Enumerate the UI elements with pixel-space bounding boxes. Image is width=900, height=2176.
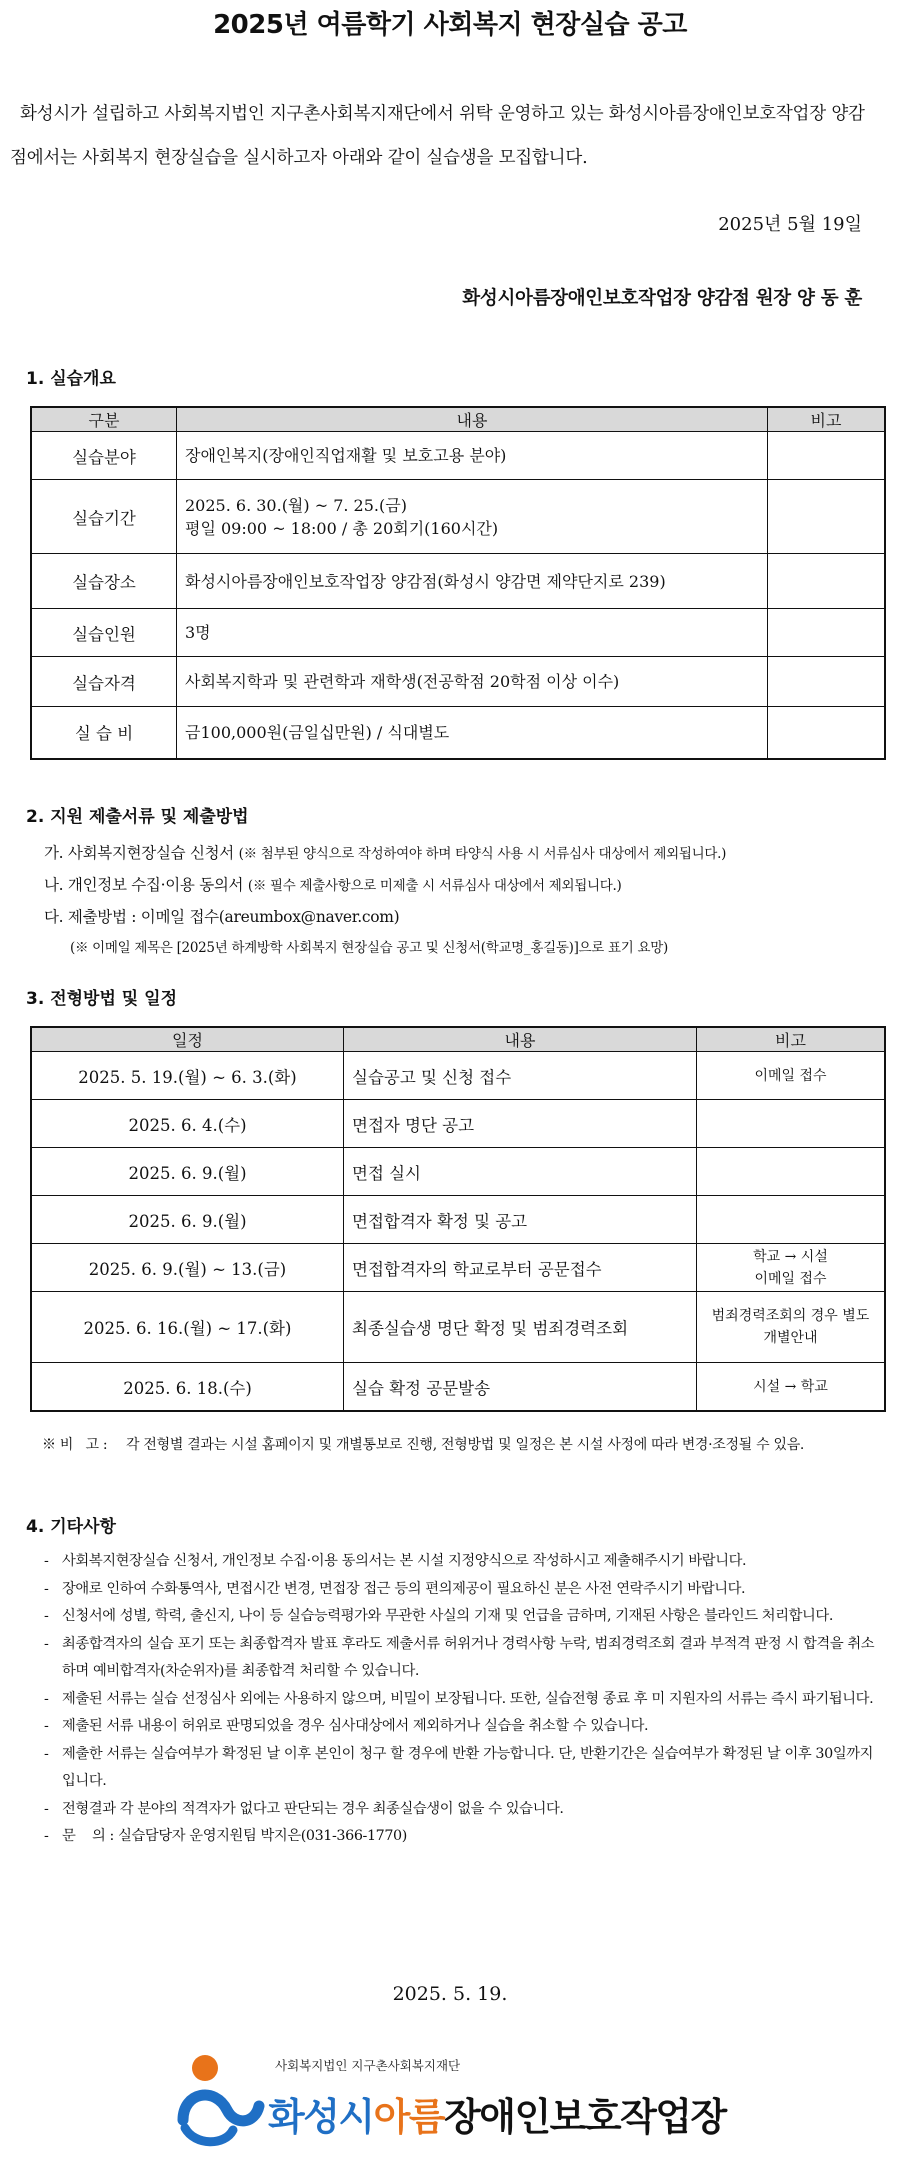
dash-bullet: - (44, 1718, 49, 1734)
logo-name-part2: 아름 (373, 2095, 445, 2139)
item-text: 제출한 서류는 실습여부가 확정된 날 이후 본인이 청구 할 경우에 반환 가능합니다. 단, 반환기간은 실습여부가 확정된 날 이후 30일까지입니다. (62, 1745, 874, 1789)
row-label: 실습인원 (31, 609, 177, 657)
table-row (31, 1363, 885, 1412)
remark-label: ※ 비 고 : (42, 1437, 108, 1453)
schedule-table (30, 1026, 886, 1412)
overview-table (30, 406, 886, 760)
schedule-date: 2025. 6. 4.(수) (31, 1100, 344, 1148)
item-note: (※ 첨부된 양식으로 작성하여야 하며 타양식 사용 시 서류심사 대상에서 제외됩니다.) (238, 846, 727, 862)
item-text: 문 의 : 실습담당자 운영지원팀 박지은(031-366-1770) (62, 1828, 407, 1844)
header-content: 내용 (177, 407, 768, 432)
schedule-note (697, 1244, 886, 1292)
item-main: 나. 개인정보 수집·이용 동의서 (44, 876, 244, 894)
other-notes-list (44, 1548, 884, 1851)
schedule-date: 2025. 6. 18.(수) (31, 1363, 344, 1412)
list-item (44, 1631, 884, 1686)
schedule-content: 면접 실시 (344, 1148, 697, 1196)
list-item (44, 1741, 884, 1796)
table-row (31, 1052, 885, 1100)
item-text: 최종합격자의 실습 포기 또는 최종합격자 발표 후라도 제출서류 허위거나 경력사항 누락, 범죄경력조회 결과 부적격 판정 시 합격을 취소하며 예비합격자(차순위자)를 최종합격 처리할 수 있습니다. (62, 1635, 875, 1679)
schedule-date: 2025. 5. 19.(월) ~ 6. 3.(화) (31, 1052, 344, 1100)
row-label: 실습분야 (31, 432, 177, 480)
schedule-date: 2025. 6. 9.(월) ~ 13.(금) (31, 1244, 344, 1292)
header-category: 구분 (31, 407, 177, 432)
remark-text: 각 전형별 결과는 시설 홈페이지 및 개별통보로 진행, 전형방법 및 일정은 본 시설 사정에 따라 변경·조정될 수 있음. (126, 1437, 805, 1453)
dash-bullet: - (44, 1745, 49, 1762)
intro-paragraph: 화성시가 설립하고 사회복지법인 지구촌사회복지재단에서 위탁 운영하고 있는 화성시아름장애인보호작업장 양감점에서는 사회복지 현장실습을 실시하고자 아래와 같이 실습생을 모집합니다. (10, 104, 865, 168)
table-row (31, 657, 885, 707)
row-content: 금100,000원(금일십만원) / 식대별도 (177, 707, 768, 759)
section4-title: 4. 기타사항 (26, 1517, 116, 1537)
schedule-note (697, 1196, 886, 1244)
note-line: 학교 → 시설 (753, 1248, 828, 1265)
row-note (768, 480, 886, 554)
table-header-row (31, 407, 885, 432)
period-dates: 2025. 6. 30.(월) ~ 7. 25.(금) (185, 495, 407, 515)
dash-bullet: - (44, 1608, 49, 1624)
list-item (44, 1603, 884, 1631)
row-content: 사회복지학과 및 관련학과 재학생(전공학점 20학점 이상 이수) (177, 657, 768, 707)
schedule-content: 실습공고 및 신청 접수 (344, 1052, 697, 1100)
logo-name-part1: 화성시 (268, 2095, 374, 2139)
row-note (768, 657, 886, 707)
row-label: 실습장소 (31, 554, 177, 609)
header-note: 비고 (697, 1027, 886, 1052)
list-item (44, 1713, 884, 1741)
logo-organization-name (268, 2086, 726, 2141)
table-row (31, 432, 885, 480)
note-line: 이메일 접수 (754, 1067, 827, 1084)
table-row (31, 1148, 885, 1196)
list-item (44, 1576, 884, 1604)
logo-mark-icon (175, 2050, 267, 2150)
schedule-remark (42, 1434, 872, 1457)
row-label: 실습자격 (31, 657, 177, 707)
page-title: 2025년 여름학기 사회복지 현장실습 공고 (213, 10, 687, 40)
dash-bullet: - (44, 1553, 49, 1569)
section3-title: 3. 전형방법 및 일정 (26, 989, 177, 1009)
issuer-signature: 화성시아름장애인보호작업장 양감점 원장 양 동 훈 (462, 288, 862, 309)
row-note (768, 609, 886, 657)
table-row (31, 1244, 885, 1292)
schedule-note (697, 1292, 886, 1363)
item-text: 전형결과 각 분야의 적격자가 없다고 판단되는 경우 최종실습생이 없을 수 있습니다. (62, 1800, 564, 1817)
list-item (44, 1548, 884, 1576)
item-text: 장애로 인하여 수화통역사, 면접시간 변경, 면접장 접근 등의 편의제공이 필요하신 분은 사전 연락주시기 바랍니다. (62, 1580, 746, 1597)
schedule-content: 최종실습생 명단 확정 및 범죄경력조회 (344, 1292, 697, 1363)
table-row (31, 480, 885, 554)
header-note: 비고 (768, 407, 886, 432)
dash-bullet: - (44, 1800, 49, 1817)
table-row (31, 1292, 885, 1363)
row-note (768, 432, 886, 480)
table-row (31, 1196, 885, 1244)
row-content (177, 480, 768, 554)
list-item (44, 1796, 884, 1824)
note-line: 범죄경력조회의 경우 별도 (711, 1308, 870, 1324)
list-item (44, 838, 726, 870)
schedule-date: 2025. 6. 9.(월) (31, 1148, 344, 1196)
schedule-date: 2025. 6. 16.(월) ~ 17.(화) (31, 1292, 344, 1363)
schedule-content: 실습 확정 공문발송 (344, 1363, 697, 1412)
note-line: 이메일 접수 (754, 1270, 827, 1287)
list-item (44, 1823, 884, 1851)
item-text: 제출된 서류 내용이 허위로 판명되었을 경우 심사대상에서 제외하거나 실습을 취소할 수 있습니다. (62, 1718, 649, 1734)
table-row (31, 707, 885, 759)
schedule-content: 면접합격자 확정 및 공고 (344, 1196, 697, 1244)
item-note: (※ 필수 제출사항으로 미제출 시 서류심사 대상에서 제외됩니다.) (247, 878, 622, 894)
dash-bullet: - (44, 1580, 49, 1597)
row-content: 3명 (177, 609, 768, 657)
list-item (44, 1686, 884, 1714)
table-header-row (31, 1027, 885, 1052)
note-line: 개별안내 (763, 1330, 818, 1346)
section2-title: 2. 지원 제출서류 및 제출방법 (26, 807, 249, 827)
schedule-content: 면접자 명단 공고 (344, 1100, 697, 1148)
organization-logo (175, 2042, 735, 2162)
row-note (768, 554, 886, 609)
list-item (44, 902, 726, 933)
schedule-content: 면접합격자의 학교로부터 공문접수 (344, 1244, 697, 1292)
logo-foundation-name: 사회복지법인 지구촌사회복지재단 (275, 2058, 461, 2073)
section1-title: 1. 실습개요 (26, 369, 116, 389)
schedule-note (697, 1052, 886, 1100)
table-row (31, 554, 885, 609)
schedule-note (697, 1100, 886, 1148)
row-content: 장애인복지(장애인직업재활 및 보호고용 분야) (177, 432, 768, 480)
item-text: 사회복지현장실습 신청서, 개인정보 수집·이용 동의서는 본 시설 지정양식으로 작성하시고 제출해주시기 바랍니다. (62, 1553, 747, 1569)
announcement-date: 2025년 5월 19일 (718, 214, 862, 235)
email-subject-note: (※ 이메일 제목은 [2025년 하계방학 사회복지 현장실습 공고 및 신청서(학교명_홍길동)]으로 표기 요망) (70, 940, 668, 956)
schedule-date: 2025. 6. 9.(월) (31, 1196, 344, 1244)
table-row (31, 609, 885, 657)
logo-name-part3: 장애인보호작업장 (444, 2095, 726, 2139)
item-main: 가. 사회복지현장실습 신청서 (44, 844, 234, 862)
schedule-note (697, 1148, 886, 1196)
period-hours: 평일 09:00 ~ 18:00 / 총 20회기(160시간) (185, 518, 499, 538)
item-text: 제출된 서류는 실습 선정심사 외에는 사용하지 않으며, 비밀이 보장됩니다. 또한, 실습전형 종료 후 미 지원자의 서류는 즉시 파기됩니다. (62, 1690, 874, 1707)
row-content: 화성시아름장애인보호작업장 양감점(화성시 양감면 제약단지로 239) (177, 554, 768, 609)
header-schedule: 일정 (31, 1027, 344, 1052)
dash-bullet: - (44, 1828, 49, 1844)
list-item (44, 870, 726, 902)
dash-bullet: - (44, 1635, 49, 1652)
header-content: 내용 (344, 1027, 697, 1052)
closing-date: 2025. 5. 19. (392, 1983, 508, 2005)
row-label: 실습기간 (31, 480, 177, 554)
documents-list (44, 838, 726, 964)
dash-bullet: - (44, 1690, 49, 1707)
row-label: 실 습 비 (31, 707, 177, 759)
item-text: 신청서에 성별, 학력, 출신지, 나이 등 실습능력평가와 무관한 사실의 기재 및 언급을 금하며, 기재된 사항은 블라인드 처리합니다. (62, 1608, 833, 1624)
item-main: 다. 제출방법 : 이메일 접수(areumbox@naver.com) (44, 908, 400, 926)
row-note (768, 707, 886, 759)
schedule-note: 시설 → 학교 (697, 1363, 886, 1412)
table-row (31, 1100, 885, 1148)
